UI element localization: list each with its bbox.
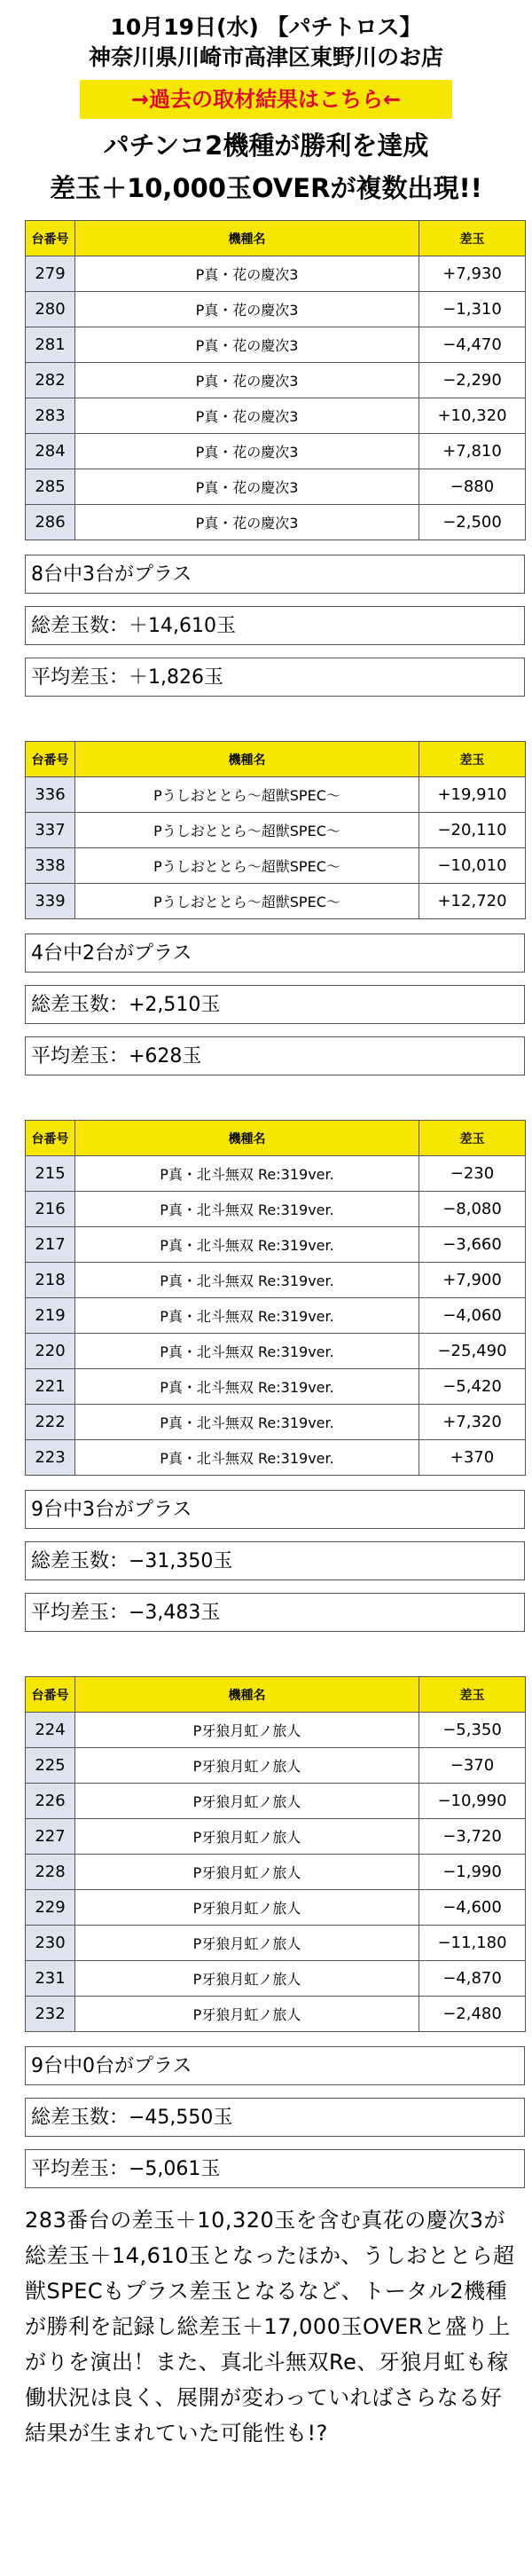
table-row (26, 1298, 526, 1334)
table-row (26, 1819, 526, 1855)
machine-name-cell: P牙狼月虹ノ旅人 (75, 1819, 419, 1855)
total-diff-box: 総差玉数：−45,550玉 (25, 2098, 525, 2137)
header-machine-name: 機種名 (75, 1121, 419, 1156)
results-table (25, 1676, 526, 2032)
machine-name-cell: P真・北斗無双 Re:319ver. (75, 1227, 419, 1263)
ball-diff-cell: −10,010 (419, 848, 526, 884)
results-table (25, 741, 526, 919)
machine-name-cell: P真・北斗無双 Re:319ver. (75, 1156, 419, 1192)
machine-number-cell: 219 (26, 1298, 75, 1334)
machine-name-cell: P真・花の慶次3 (75, 505, 419, 540)
machine-number-cell: 222 (26, 1405, 75, 1440)
table-row (26, 1926, 526, 1961)
machine-name-cell: P牙狼月虹ノ旅人 (75, 1748, 419, 1784)
machine-name-cell: P真・花の慶次3 (75, 327, 419, 363)
machine-name-cell: P真・花の慶次3 (75, 469, 419, 505)
machine-name-cell: P牙狼月虹ノ旅人 (75, 1926, 419, 1961)
table-row (26, 1890, 526, 1926)
table-row (26, 327, 526, 363)
ball-diff-cell: −230 (419, 1156, 526, 1192)
table-row (26, 1405, 526, 1440)
header-ball-diff: 差玉 (419, 1121, 526, 1156)
ball-diff-cell: +12,720 (419, 884, 526, 919)
average-diff-box: 平均差玉：＋1,826玉 (25, 658, 525, 697)
table-header-row (26, 1677, 526, 1713)
article-header (0, 0, 532, 209)
ball-diff-cell: −4,600 (419, 1890, 526, 1926)
ball-diff-cell: −8,080 (419, 1192, 526, 1227)
ball-diff-cell: −3,660 (419, 1227, 526, 1263)
header-machine-number: 台番号 (26, 1121, 75, 1156)
table-row (26, 1227, 526, 1263)
machine-number-cell: 336 (26, 777, 75, 813)
summary-paragraph: 283番台の差玉＋10,320玉を含む真花の慶次3が総差玉＋14,610玉となったほか、うしおととら超獣SPECもプラス差玉となるなど、トータル2機種が勝利を記録し総差玉＋17,000玉OVERと盛り上がりを演出！また、真北斗無双Re、牙狼月虹も稼働状況は良く、展開が変わっていればさらなる好結果が生まれていた可能性も!? (25, 2208, 515, 2446)
table-row (26, 1961, 526, 1997)
section-spacer (0, 1075, 532, 1120)
machine-number-cell: 223 (26, 1440, 75, 1476)
table-row (26, 434, 526, 469)
ball-diff-cell: −2,290 (419, 363, 526, 398)
past-results-link[interactable]: →過去の取材結果はこちら← (80, 80, 452, 119)
machine-name-cell: Pうしおととら〜超獣SPEC〜 (75, 884, 419, 919)
table-row (26, 1263, 526, 1298)
table-row (26, 1156, 526, 1192)
machine-number-cell: 282 (26, 363, 75, 398)
machine-name-cell: P牙狼月虹ノ旅人 (75, 1997, 419, 2032)
machine-number-cell: 218 (26, 1263, 75, 1298)
machine-name-cell: P真・花の慶次3 (75, 256, 419, 292)
machine-number-cell: 215 (26, 1156, 75, 1192)
plus-count-box: 9台中3台がプラス (25, 1490, 525, 1529)
header-ball-diff: 差玉 (419, 221, 526, 256)
machine-number-cell: 220 (26, 1334, 75, 1369)
machine-name-cell: P真・花の慶次3 (75, 363, 419, 398)
machine-number-cell: 217 (26, 1227, 75, 1263)
ball-diff-cell: +7,930 (419, 256, 526, 292)
machine-name-cell: P牙狼月虹ノ旅人 (75, 1855, 419, 1890)
machine-name-cell: P真・北斗無双 Re:319ver. (75, 1298, 419, 1334)
ball-diff-cell: −370 (419, 1748, 526, 1784)
machine-name-cell: P真・北斗無双 Re:319ver. (75, 1263, 419, 1298)
table-row (26, 884, 526, 919)
ball-diff-cell: −4,470 (419, 327, 526, 363)
date-line: 10月19日(水) 【パチトロス】 (110, 14, 422, 40)
headline-1: パチンコ2機種が勝利を達成 (103, 130, 429, 161)
section-spacer (0, 209, 532, 220)
header-machine-number: 台番号 (26, 221, 75, 256)
ball-diff-cell: −4,060 (419, 1298, 526, 1334)
machine-number-cell: 285 (26, 469, 75, 505)
ball-diff-cell: −2,500 (419, 505, 526, 540)
machine-name-cell: P牙狼月虹ノ旅人 (75, 1784, 419, 1819)
plus-count-box: 9台中0台がプラス (25, 2046, 525, 2085)
table-row (26, 398, 526, 434)
header-ball-diff: 差玉 (419, 1677, 526, 1713)
ball-diff-cell: +7,900 (419, 1263, 526, 1298)
table-row (26, 777, 526, 813)
header-machine-name: 機種名 (75, 1677, 419, 1713)
header-machine-name: 機種名 (75, 742, 419, 777)
table-row (26, 1369, 526, 1405)
machine-number-cell: 339 (26, 884, 75, 919)
machine-number-cell: 221 (26, 1369, 75, 1405)
machine-number-cell: 283 (26, 398, 75, 434)
total-diff-box: 総差玉数：＋14,610玉 (25, 606, 525, 645)
table-header-row (26, 1121, 526, 1156)
table-row (26, 363, 526, 398)
section-spacer (0, 1632, 532, 1676)
table-row (26, 256, 526, 292)
table-row (26, 1997, 526, 2032)
machine-name-cell: P真・北斗無双 Re:319ver. (75, 1405, 419, 1440)
machine-number-cell: 230 (26, 1926, 75, 1961)
machine-number-cell: 216 (26, 1192, 75, 1227)
table-header-row (26, 221, 526, 256)
machine-number-cell: 280 (26, 292, 75, 327)
ball-diff-cell: −1,990 (419, 1855, 526, 1890)
table-row (26, 292, 526, 327)
average-diff-box: 平均差玉：+628玉 (25, 1036, 525, 1075)
machine-section (25, 1120, 525, 1632)
ball-diff-cell: −880 (419, 469, 526, 505)
machine-name-cell: Pうしおととら〜超獣SPEC〜 (75, 777, 419, 813)
ball-diff-cell: −20,110 (419, 813, 526, 848)
header-machine-number: 台番号 (26, 1677, 75, 1713)
machine-number-cell: 286 (26, 505, 75, 540)
machine-number-cell: 224 (26, 1713, 75, 1748)
table-row (26, 848, 526, 884)
table-row (26, 1440, 526, 1476)
machine-name-cell: Pうしおととら〜超獣SPEC〜 (75, 848, 419, 884)
total-diff-box: 総差玉数：+2,510玉 (25, 985, 525, 1024)
store-line: 神奈川県川崎市高津区東野川のお店 (88, 44, 443, 70)
total-diff-box: 総差玉数：−31,350玉 (25, 1541, 525, 1580)
ball-diff-cell: −2,480 (419, 1997, 526, 2032)
machine-name-cell: P牙狼月虹ノ旅人 (75, 1713, 419, 1748)
machine-number-cell: 228 (26, 1855, 75, 1890)
table-header-row (26, 742, 526, 777)
ball-diff-cell: +19,910 (419, 777, 526, 813)
machine-name-cell: P牙狼月虹ノ旅人 (75, 1890, 419, 1926)
machine-number-cell: 279 (26, 256, 75, 292)
machine-number-cell: 225 (26, 1748, 75, 1784)
ball-diff-cell: −10,990 (419, 1784, 526, 1819)
ball-diff-cell: −3,720 (419, 1819, 526, 1855)
machine-name-cell: Pうしおととら〜超獣SPEC〜 (75, 813, 419, 848)
section-spacer (0, 697, 532, 741)
machine-number-cell: 284 (26, 434, 75, 469)
machine-name-cell: P真・花の慶次3 (75, 292, 419, 327)
machine-name-cell: P真・北斗無双 Re:319ver. (75, 1440, 419, 1476)
table-row (26, 1713, 526, 1748)
machine-name-cell: P真・北斗無双 Re:319ver. (75, 1192, 419, 1227)
machine-number-cell: 337 (26, 813, 75, 848)
machine-name-cell: P真・花の慶次3 (75, 398, 419, 434)
machine-name-cell: P真・北斗無双 Re:319ver. (75, 1334, 419, 1369)
machine-section (25, 741, 525, 1075)
ball-diff-cell: −25,490 (419, 1334, 526, 1369)
results-sections (0, 209, 532, 2188)
table-row (26, 1748, 526, 1784)
machine-number-cell: 231 (26, 1961, 75, 1997)
table-row (26, 1334, 526, 1369)
table-row (26, 813, 526, 848)
ball-diff-cell: −4,870 (419, 1961, 526, 1997)
plus-count-box: 8台中3台がプラス (25, 555, 525, 594)
machine-number-cell: 338 (26, 848, 75, 884)
machine-number-cell: 281 (26, 327, 75, 363)
machine-name-cell: P真・北斗無双 Re:319ver. (75, 1369, 419, 1405)
average-diff-box: 平均差玉：−5,061玉 (25, 2149, 525, 2188)
ball-diff-cell: +7,810 (419, 434, 526, 469)
machine-number-cell: 227 (26, 1819, 75, 1855)
ball-diff-cell: −11,180 (419, 1926, 526, 1961)
ball-diff-cell: +7,320 (419, 1405, 526, 1440)
header-machine-number: 台番号 (26, 742, 75, 777)
results-table (25, 1120, 526, 1476)
table-row (26, 469, 526, 505)
average-diff-box: 平均差玉：−3,483玉 (25, 1593, 525, 1632)
ball-diff-cell: −5,350 (419, 1713, 526, 1748)
table-row (26, 1855, 526, 1890)
machine-section (25, 1676, 525, 2188)
machine-number-cell: 232 (26, 1997, 75, 2032)
machine-name-cell: P牙狼月虹ノ旅人 (75, 1961, 419, 1997)
header-machine-name: 機種名 (75, 221, 419, 256)
results-table (25, 220, 526, 540)
header-ball-diff: 差玉 (419, 742, 526, 777)
ball-diff-cell: +10,320 (419, 398, 526, 434)
machine-section (25, 220, 525, 697)
ball-diff-cell: −5,420 (419, 1369, 526, 1405)
ball-diff-cell: −1,310 (419, 292, 526, 327)
table-row (26, 1192, 526, 1227)
table-row (26, 1784, 526, 1819)
headline-2: 差玉＋10,000玉OVERが複数出現!! (50, 173, 482, 203)
machine-name-cell: P真・花の慶次3 (75, 434, 419, 469)
machine-number-cell: 226 (26, 1784, 75, 1819)
machine-number-cell: 229 (26, 1890, 75, 1926)
table-row (26, 505, 526, 540)
plus-count-box: 4台中2台がプラス (25, 934, 525, 973)
ball-diff-cell: +370 (419, 1440, 526, 1476)
